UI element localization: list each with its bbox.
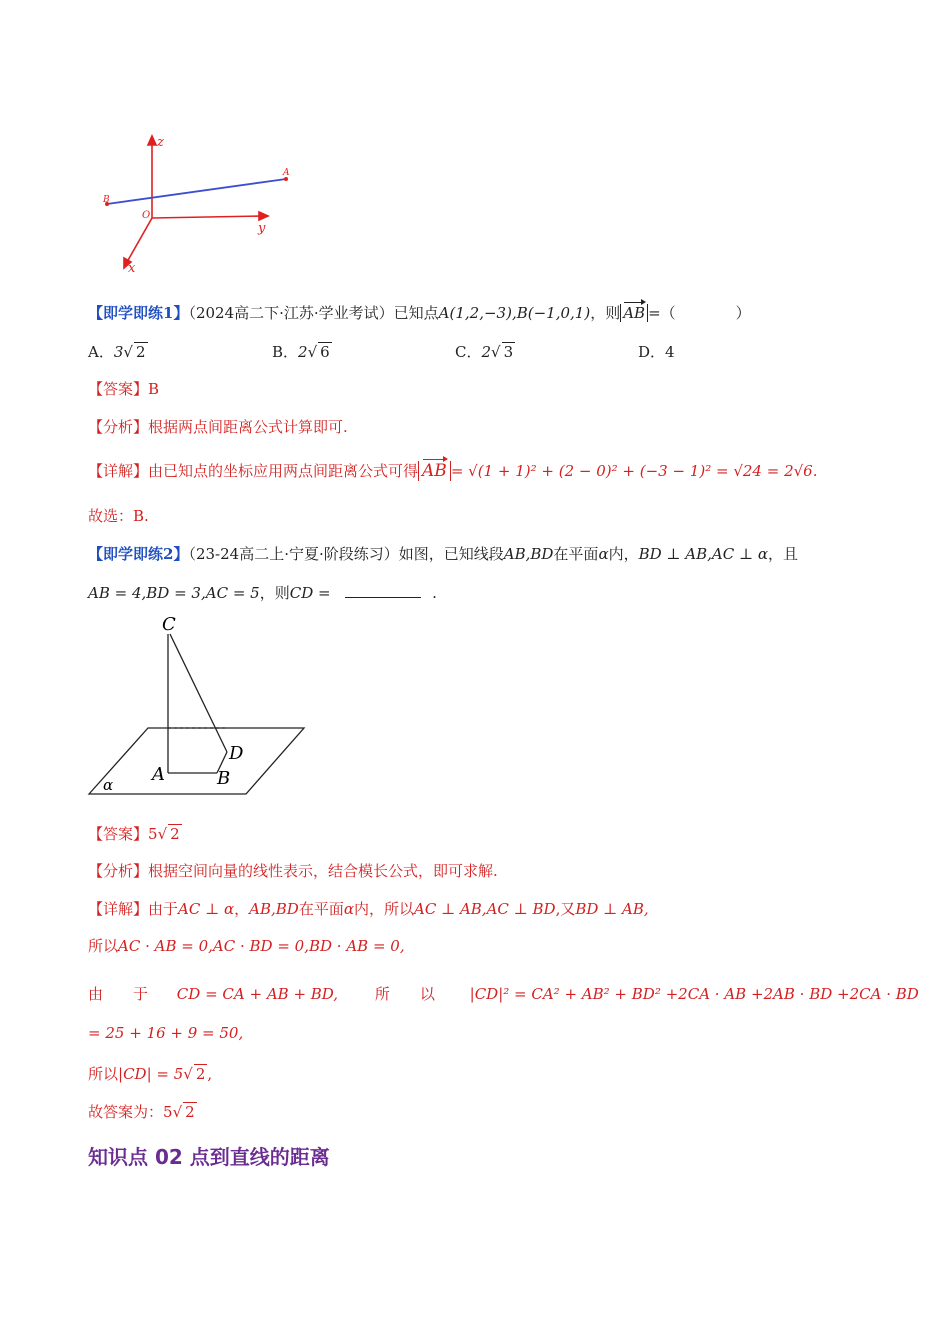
point-b-label: B [103, 195, 110, 205]
ex1-question [88, 302, 751, 323]
ex2-detail-line5: 所以|CD| = 5√ 2 , [88, 1065, 213, 1083]
answer-blank[interactable] [345, 583, 421, 598]
ex1-then: ，则 [590, 304, 621, 322]
ex2-question-line1: 【即学即练2】（23-24高二上·宁夏·阶段练习）如图，已知线段AB,BD在平面α内，BD ⊥ AB,AC ⊥ α，且 [88, 545, 799, 563]
label-d: D [229, 743, 244, 764]
plane-figure [86, 612, 308, 800]
ex2-detail-line2: 所以AC · AB = 0,AC · BD = 0,BD · AB = 0, [88, 937, 405, 955]
label-a: A [152, 764, 165, 785]
ex1-tag: 【即学即练1】 [88, 304, 189, 322]
label-c: C [162, 614, 176, 635]
ex1-vec-ab: AB [623, 304, 646, 322]
ex1-answer: 【答案】B [88, 380, 160, 398]
ex1-option-a[interactable]: A．3√ 2 [88, 343, 146, 361]
y-axis-label: y [258, 221, 266, 236]
ex2-detail-line4: = 25 + 16 + 9 = 50, [88, 1024, 244, 1042]
ex2-analysis: 【分析】根据空间向量的线性表示，结合模长公式，即可求解. [88, 862, 498, 880]
label-alpha: α [103, 776, 114, 794]
x-axis-label: x [128, 261, 136, 275]
ex1-detail: 【详解】由已知点的坐标应用两点间距离公式可得 AB = √(1 + 1)² + (2 − 0)² + (−3 − 1)² = √24 = 2√6. [88, 461, 818, 481]
ex2-final-answer: 故答案为：5√ 2 [88, 1103, 195, 1121]
ex1-conclusion: 故选：B. [88, 507, 149, 525]
ex1-option-c[interactable]: C．2√ 3 [455, 343, 514, 361]
label-b: B [217, 768, 231, 789]
point-a-label: A [283, 168, 290, 178]
section-heading: 知识点 02 点到直线的距离 [88, 1145, 330, 1169]
ex2-detail-line3: 由 于 CD = CA + AB + BD, 所 以 |CD|² = CA² + AB² + BD² +2CA · AB +2AB · BD +2CA · BD [88, 985, 919, 1003]
ex1-option-b[interactable]: B．2√ 6 [272, 343, 330, 361]
coordinate-figure [100, 130, 300, 275]
ex1-option-d[interactable]: D．4 [638, 343, 675, 361]
ex2-question-line2: AB = 4,BD = 3,AC = 5，则CD = . [88, 584, 437, 602]
ex2-detail-line1: 【详解】由于AC ⊥ α，AB,BD在平面α内，所以AC ⊥ AB,AC ⊥ BD,又BD ⊥ AB, [88, 900, 649, 918]
ex1-detail-expression: = √(1 + 1)² + (2 − 0)² + (−3 − 1)² = √24 = 2√6. [450, 462, 818, 480]
ex1-analysis: 【分析】根据两点间距离公式计算即可. [88, 418, 348, 436]
ex1-tail: =（ ） [648, 304, 751, 322]
ex1-points: A(1,2,−3),B(−1,0,1) [438, 304, 591, 322]
z-axis-label: z [157, 135, 164, 150]
origin-label: O [142, 210, 151, 221]
ex1-source: （2024高二下·江苏·学业考试）已知点 [188, 304, 439, 322]
ex2-answer: 【答案】5√ 2 [88, 825, 180, 843]
